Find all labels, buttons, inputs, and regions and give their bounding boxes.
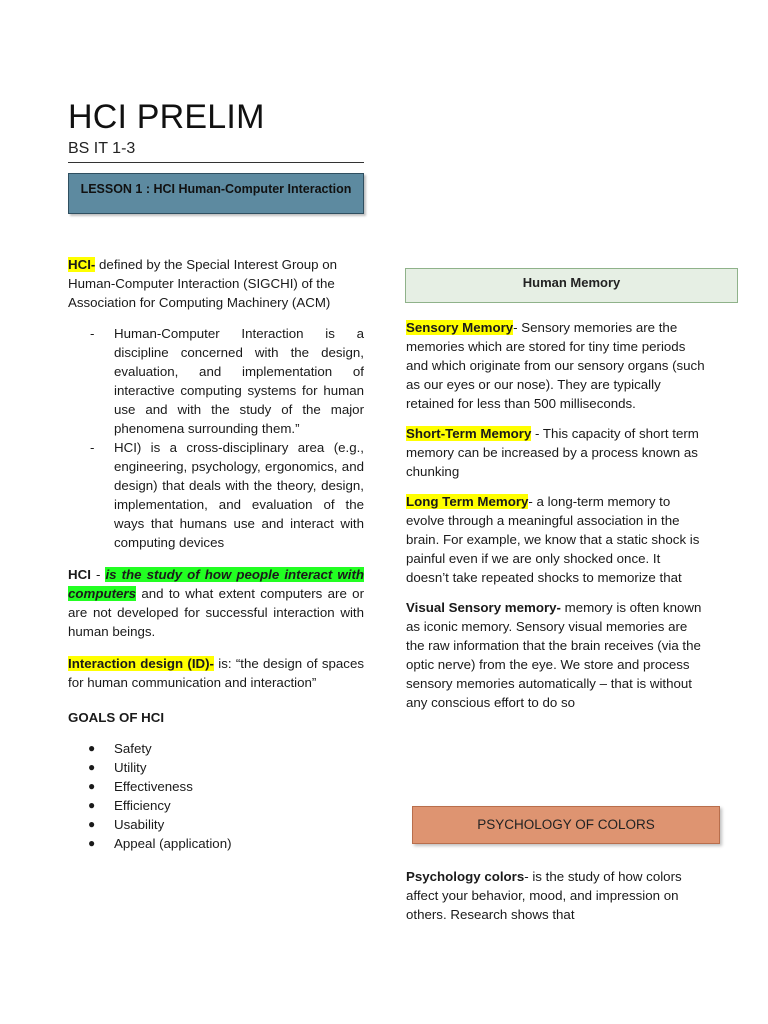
- psychology-colors-heading: PSYCHOLOGY OF COLORS: [477, 817, 655, 832]
- document-subtitle: BS IT 1-3: [68, 140, 136, 157]
- list-item: [68, 758, 364, 777]
- psychology-colors-heading-box: [412, 806, 720, 844]
- hci2-term: HCI: [68, 567, 91, 582]
- list-item-text: Safety: [114, 741, 152, 756]
- hci-study-paragraph: [68, 565, 364, 641]
- bullet-icon: ●: [88, 741, 96, 755]
- right-column: [406, 318, 706, 723]
- goals-list: [68, 739, 364, 853]
- document-title: HCI PRELIM: [68, 98, 265, 136]
- left-column: [68, 255, 364, 853]
- goals-heading: GOALS OF HCI: [68, 710, 165, 725]
- interaction-design-text: is: “the design of spaces for human communication and interaction”: [68, 656, 364, 690]
- list-item: [68, 777, 364, 796]
- list-item: [68, 739, 364, 758]
- list-item: [68, 834, 364, 853]
- title-divider: [68, 162, 364, 163]
- bullet-icon: ●: [88, 798, 96, 812]
- list-item-text: Effectiveness: [114, 779, 193, 794]
- hci2-separator: -: [90, 567, 106, 582]
- interaction-design-paragraph: [68, 654, 364, 692]
- list-item: [68, 796, 364, 815]
- hci-definition-text: defined by the Special Interest Group on Human-Computer Interaction (SIGCHI) of the Association for Computing Machinery (ACM): [68, 257, 338, 310]
- interaction-design-term: Interaction design (ID)-: [68, 656, 214, 671]
- short-term-memory-term: Short-Term Memory: [406, 426, 532, 441]
- long-term-memory-paragraph: [406, 492, 706, 587]
- psychology-colors-text: - is the study of how colors affect your behavior, mood, and impression on others. Research shows that: [406, 869, 682, 922]
- hci2-rest: and to what extent computers are or are not developed for successful interaction with human beings.: [68, 586, 364, 639]
- long-term-memory-text: - a long-term memory to evolve through a meaningful association in the brain. For example, we know that a static shock is painful even if we are only shocked once. It doesn’t take repeated shocks to memorize that: [406, 494, 700, 585]
- list-item-text: HCI) is a cross-disciplinary area (e.g., engineering, psychology, ergonomics, and design) that deals with the theory, design, implementation, and evaluation of the ways that humans use and interact with computing devices: [114, 440, 364, 550]
- list-item: [68, 324, 364, 438]
- lesson-heading-label: LESSON 1 : HCI Human-Computer Interaction: [80, 182, 352, 196]
- short-term-memory-paragraph: [406, 424, 706, 481]
- list-item: [68, 438, 364, 552]
- short-term-memory-text: - This capacity of short term memory can be increased by a process known as chunking: [406, 426, 699, 479]
- visual-sensory-memory-term: Visual Sensory memory-: [406, 600, 561, 615]
- hci-definition-paragraph: [68, 255, 364, 312]
- dash-marker: -: [90, 440, 95, 455]
- sensory-memory-paragraph: [406, 318, 706, 413]
- list-item-text: Human-Computer Interaction is a discipline concerned with the design, evaluation, and implementation of interactive computing systems for human use and with the study of the major phenomena surrounding them.”: [114, 326, 364, 436]
- psychology-colors-paragraph: [406, 867, 706, 924]
- human-memory-heading: Human Memory: [522, 275, 621, 290]
- hci-dash-list: [68, 324, 364, 552]
- dash-marker: -: [90, 326, 95, 341]
- list-item-text: Efficiency: [114, 798, 171, 813]
- list-item-text: Appeal (application): [114, 836, 232, 851]
- list-item-text: Utility: [114, 760, 147, 775]
- hci2-highlight: is the study of how people interact with computers: [68, 567, 364, 601]
- psychology-colors-section: [406, 867, 706, 924]
- psychology-colors-term: Psychology colors: [406, 869, 525, 884]
- bullet-icon: ●: [88, 779, 96, 793]
- visual-sensory-memory-text: memory is often known as iconic memory. Sensory visual memories are the raw information that the brain receives (via the optic nerve) from the eye. We store and process sensory memories automatically – that is without any conscious effort to do so: [406, 600, 702, 710]
- list-item-text: Usability: [114, 817, 165, 832]
- lesson-heading-box: [68, 173, 364, 214]
- bullet-icon: ●: [88, 817, 96, 831]
- long-term-memory-term: Long Term Memory: [406, 494, 529, 509]
- hci-term: HCI-: [68, 257, 96, 272]
- visual-sensory-memory-paragraph: [406, 598, 706, 712]
- bullet-icon: ●: [88, 760, 96, 774]
- list-item: [68, 815, 364, 834]
- sensory-memory-text: - Sensory memories are the memories which are stored for tiny time periods and which originate from our sensory organs (such as our eyes or our nose). They are typically retained for less than 500 milliseconds.: [406, 320, 705, 411]
- human-memory-heading-box: [405, 268, 738, 303]
- sensory-memory-term: Sensory Memory: [406, 320, 514, 335]
- bullet-icon: ●: [88, 836, 96, 850]
